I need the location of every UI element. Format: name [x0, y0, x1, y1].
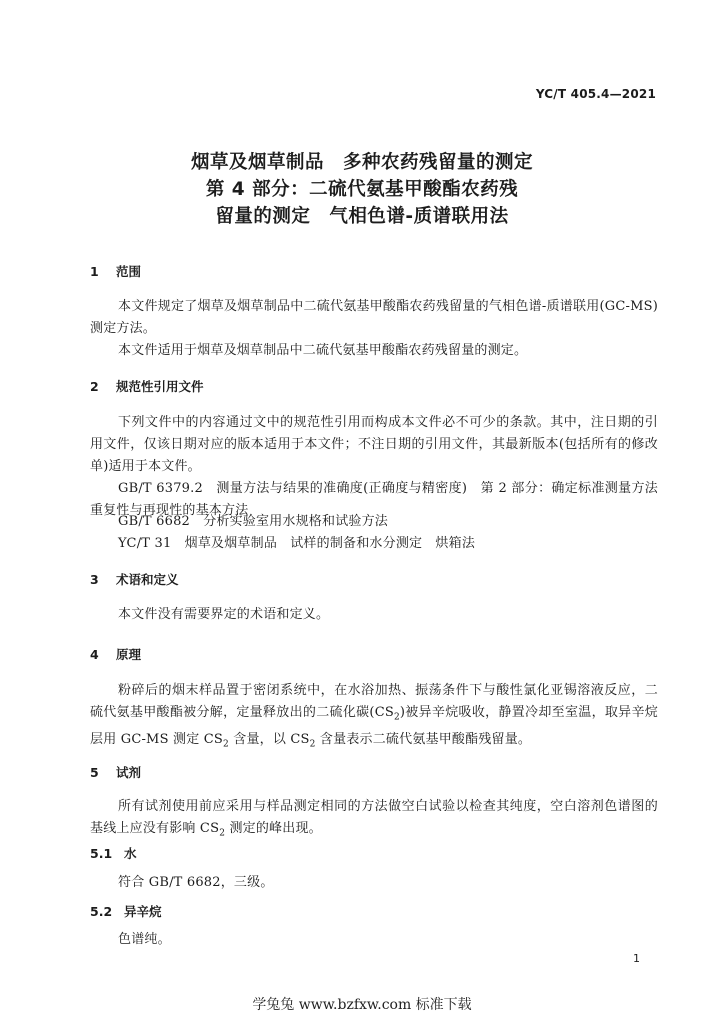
text-run: )被异辛烷吸收，静置冷却至室温，取异辛烷层用 GC-MS 测定 CS [90, 705, 658, 747]
subscript: 2 [223, 739, 229, 750]
paragraph [90, 680, 658, 755]
text-run: 测定的峰出现。 [225, 821, 322, 836]
subscript: 2 [219, 828, 226, 839]
section-title: 术语和定义 [116, 572, 179, 587]
section-5-2-heading [90, 902, 162, 920]
paragraph: 本文件没有需要界定的术语和定义。 [118, 607, 330, 622]
section-2-heading [90, 377, 204, 395]
section-number: 3 [90, 572, 99, 587]
paragraph: 下列文件中的内容通过文中的规范性引用而构成本文件必不可少的条款。其中，注日期的引用文件，仅该日期对应的版本适用于本文件；不注日期的引用文件，其最新版本(包括所有的修改单)适用于本文件。 [90, 415, 658, 474]
section-number: 4 [90, 647, 99, 662]
section-title: 水 [124, 846, 137, 861]
section-number: 2 [90, 379, 99, 394]
section-number: 1 [90, 264, 99, 279]
section-5-1-heading [90, 844, 137, 862]
section-number: 5.2 [90, 904, 113, 919]
section-3-heading [90, 570, 179, 588]
page-number: 1 [633, 952, 640, 965]
paragraph [90, 796, 658, 845]
paragraph: 符合 GB/T 6682，三级。 [118, 875, 274, 890]
section-1-heading [90, 262, 141, 280]
watermark: 学兔兔 www.bzfxw.com 标准下载 [252, 997, 472, 1013]
section-4-heading [90, 645, 141, 663]
text-run: 含量，以 CS [228, 731, 310, 747]
normative-reference: YC/T 31 烟草及烟草制品 试样的制备和水分测定 烘箱法 [118, 536, 476, 551]
document-title-line-3: 留量的测定 气相色谱-质谱联用法 [215, 206, 509, 227]
section-5-heading [90, 763, 141, 781]
paragraph: 色谱纯。 [118, 932, 171, 947]
section-title: 异辛烷 [124, 904, 162, 919]
subscript: 2 [309, 739, 316, 750]
document-title-line-1: 烟草及烟草制品 多种农药残留量的测定 [190, 152, 533, 173]
paragraph: 本文件规定了烟草及烟草制品中二硫代氨基甲酸酯农药残留量的气相色谱-质谱联用(GC-MS)测定方法。 [90, 299, 658, 336]
section-title: 范围 [116, 264, 142, 279]
normative-reference: GB/T 6682 分析实验室用水规格和试验方法 [118, 514, 389, 529]
normative-reference: GB/T 6379.2 测量方法与结果的准确度(正确度与精密度) 第 2 部分：确定标准测量方法重复性与再现性的基本方法 [90, 481, 658, 518]
section-title: 规范性引用文件 [116, 379, 204, 394]
text-run: 含量表示二硫代氨基甲酸酯残留量。 [315, 731, 532, 747]
section-title: 原理 [116, 647, 142, 662]
section-title: 试剂 [116, 765, 142, 780]
paragraph: 本文件适用于烟草及烟草制品中二硫代氨基甲酸酯农药残留量的测定。 [118, 343, 528, 358]
section-number: 5.1 [90, 846, 113, 861]
text-run: 粉碎后的烟末样品置于密闭系统中，在水浴加热、振荡条件下与酸性氯化亚锡溶液反应，二硫代氨基甲酸酯被分解，定量释放出的二硫化碳(CS [90, 683, 658, 720]
subscript: 2 [393, 712, 400, 723]
section-number: 5 [90, 765, 99, 780]
document-title-line-2: 第 4 部分：二硫代氨基甲酸酯农药残 [205, 179, 519, 200]
standard-code: YC/T 405.4—2021 [535, 87, 656, 101]
text-run: 所有试剂使用前应采用与样品测定相同的方法做空白试验以检查其纯度，空白溶剂色谱图的基线上应没有影响 CS [90, 799, 658, 836]
